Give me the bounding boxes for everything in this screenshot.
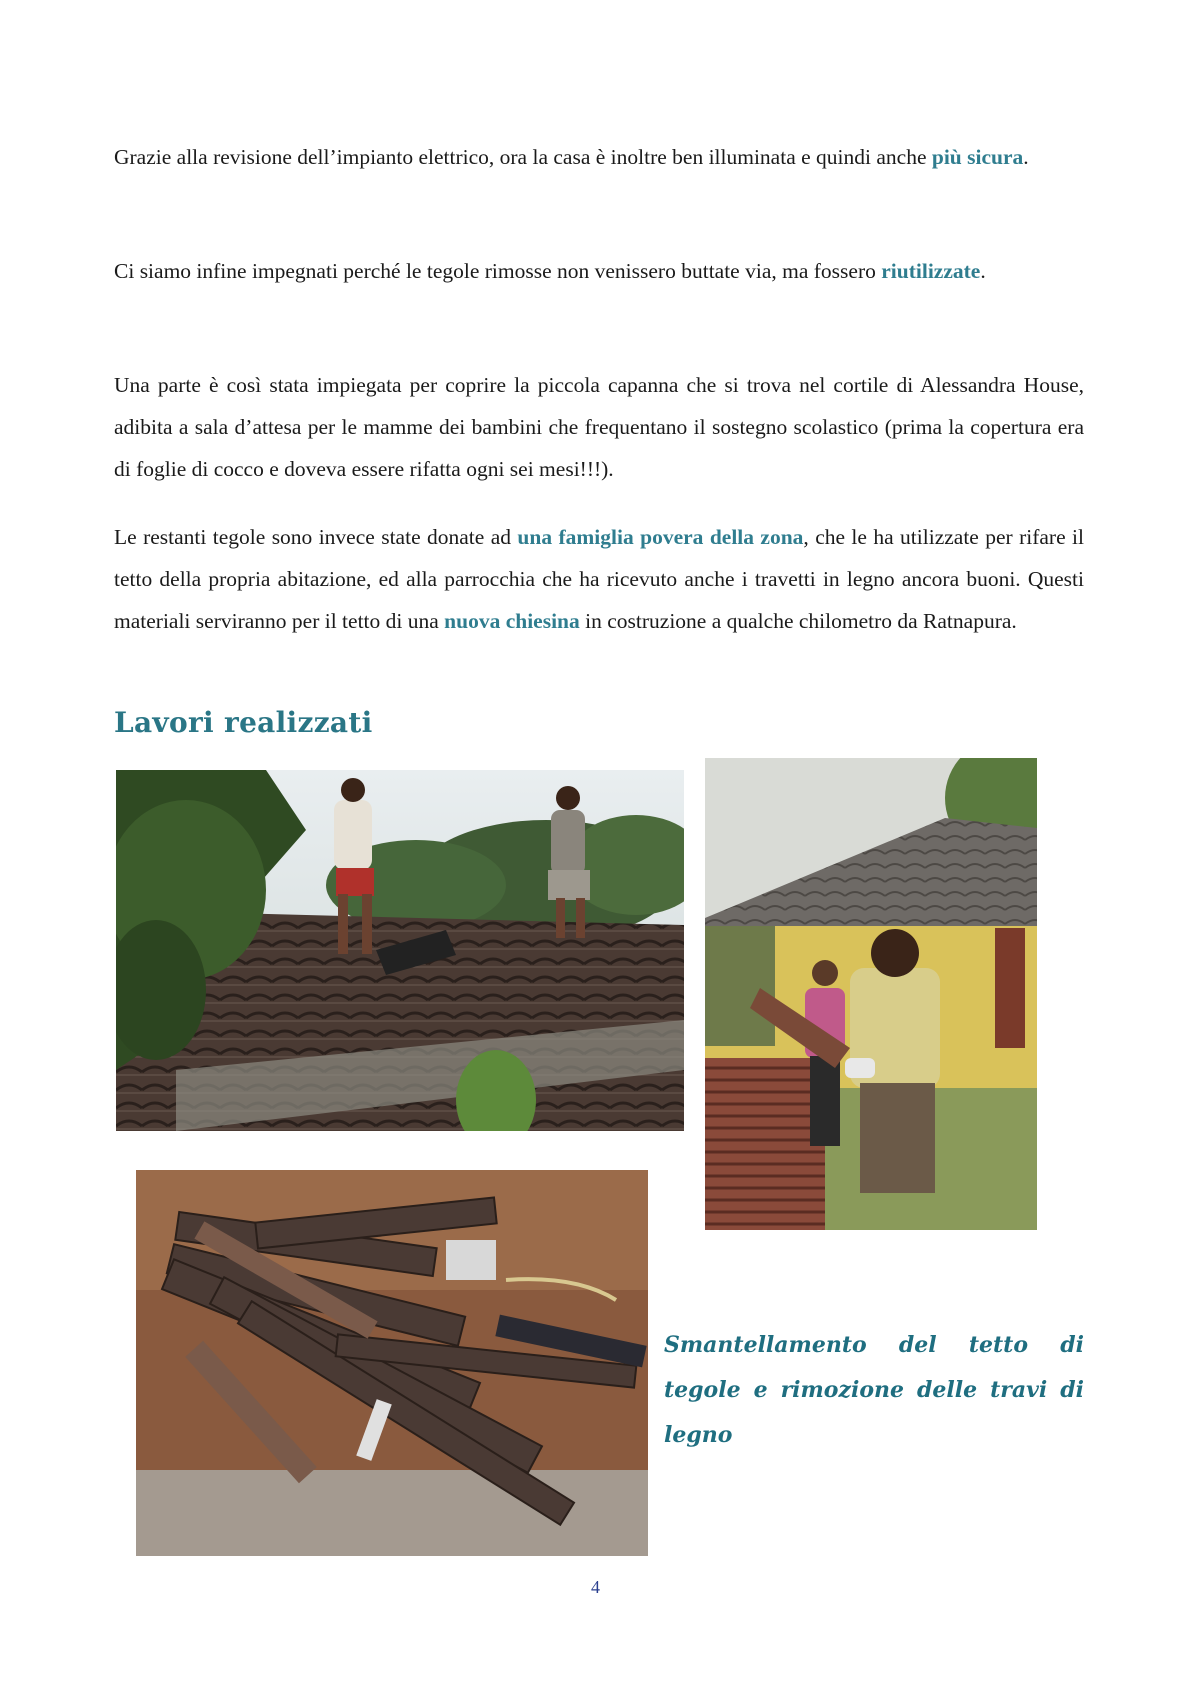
paragraph-reuse-tiles <box>114 250 1084 292</box>
photo-worker-tiles <box>705 758 1037 1230</box>
paragraph-text: Una parte è così stata impiegata per coprire la piccola capanna che si trova nel cortile di Alessandra House, adibita a sala d’attesa per le mamme dei bambini che frequentano il sostegno scolastico (prima la copertura era di foglie di cocco e doveva essere rifatta ogni sei mesi!!!). <box>114 373 1084 481</box>
section-heading: Lavori realizzati <box>114 706 373 739</box>
paragraph-text: in costruzione a qualche chilometro da Ratnapura. <box>579 609 1017 633</box>
photo-caption: Smantellamento del tetto di tegole e rimozione delle travi di legno <box>664 1332 1084 1448</box>
photo-roof-workers <box>116 770 684 1131</box>
highlight-text: nuova chiesina <box>444 609 580 633</box>
highlight-text: più sicura <box>931 145 1024 169</box>
paragraph-text: Le restanti tegole sono invece state donate ad <box>114 525 518 549</box>
highlight-text: riutilizzate <box>881 259 981 283</box>
paragraph-text: Ci siamo infine impegnati perché le tegole rimosse non venissero buttate via, ma fossero <box>114 259 882 283</box>
paragraph-donation <box>114 516 1084 642</box>
paragraph-text: . <box>1023 145 1029 169</box>
paragraph-text: . <box>980 259 986 283</box>
paragraph-text: Grazie alla revisione dell’impianto elettrico, ora la casa è inoltre ben illuminata e quindi anche <box>114 145 932 169</box>
photo-wood-pile <box>136 1170 648 1556</box>
page-number: 4 <box>591 1577 600 1597</box>
paragraph-text: , che le ha utilizzate per rifare il tetto della propria abitazione, ed alla parrocchia che ha ricevuto anche i travetti in legno ancora buoni. Questi materiali serviranno per il tetto di una <box>114 525 1084 633</box>
paragraph-hut <box>114 364 1084 490</box>
highlight-text: una famiglia povera della zona <box>517 525 804 549</box>
paragraph-electrical <box>114 136 1084 178</box>
